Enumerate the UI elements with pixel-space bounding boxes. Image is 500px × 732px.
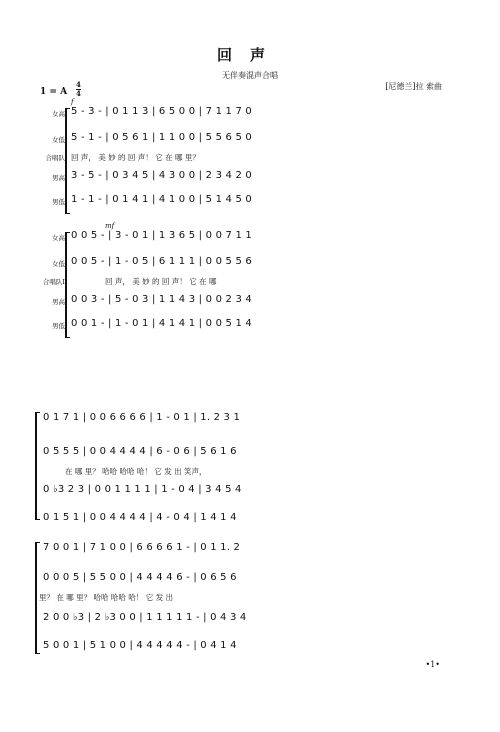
voice-row (35, 542, 465, 558)
lyrics-row (35, 150, 465, 166)
voice-row (35, 230, 465, 246)
voice-row (35, 294, 465, 310)
voice-label: 女低 (52, 136, 65, 144)
voice-row (35, 132, 465, 148)
notes-line: 5 - 1 - | 0 5 6 1 | 1 1 0 0 | 5 5 6 5 0 (71, 132, 252, 143)
voice-label: 合唱队 (45, 154, 65, 162)
lyrics-row (35, 590, 465, 606)
voice-row (35, 194, 465, 210)
time-signature (76, 81, 81, 98)
voice-label: 女高 (52, 234, 65, 242)
lyrics-line: 回 声， 美 妙 的 回 声！ 它 在 哪 里？ (71, 153, 200, 162)
dynamic-mark: mf (105, 222, 115, 230)
voice-label: 男低 (52, 322, 65, 330)
notes-line: 0 0 1 - | 1 - 0 1 | 4 1 4 1 | 0 0 5 1 4 (71, 318, 252, 329)
notes-line: 0 1 7 1 | 0 0 6 6 6 6 | 1 - 0 1 | 1. 2 3 1 (43, 412, 241, 423)
voice-label: 女低 (52, 260, 65, 268)
voice-row (35, 572, 465, 588)
system-3 (35, 410, 465, 523)
voice-row (35, 612, 465, 628)
dynamic-mark: f (71, 98, 74, 106)
voice-row (35, 256, 465, 272)
notes-line: 0 0 5 - | 3 - 0 1 | 1 3 6 5 | 0 0 7 1 1 (71, 230, 252, 241)
voice-row (35, 446, 465, 462)
voice-label: 女高 (52, 110, 65, 118)
voice-label: 合唱队I (42, 278, 65, 286)
subtitle: 无伴奏混声合唱 (222, 71, 278, 80)
notes-line: 5 - 3 - | 0 1 1 3 | 6 5 0 0 | 7 1 1 7 0 (71, 106, 252, 117)
notes-line: 0 ♭3 2 3 | 0 0 1 1 1 1 | 1 - 0 4 | 3 4 5 4 (43, 484, 242, 495)
page-number: •1• (425, 660, 440, 669)
lyrics-line: 里？ 在 哪 里？ 哈哈 哈哈 哈！ 它 发 出 (39, 593, 173, 602)
voice-label: 男高 (52, 298, 65, 306)
system-4 (35, 540, 465, 655)
time-bottom: 4 (76, 89, 81, 98)
voice-row (35, 412, 465, 428)
lyrics-line: 回 声， 美 妙 的 回 声！ 它 在 哪 (105, 277, 217, 286)
notes-line: 0 0 0 5 | 5 5 0 0 | 4 4 4 4 6 - | 0 6 5 6 (43, 572, 237, 583)
system-2 (35, 222, 465, 338)
notes-line: 3 - 5 - | 0 3 4 5 | 4 3 0 0 | 2 3 4 2 0 (71, 170, 252, 181)
voice-row (35, 512, 465, 528)
notes-line: 0 0 3 - | 5 - 0 3 | 1 1 4 3 | 0 0 2 3 4 (71, 294, 252, 305)
notes-line: 0 1 5 1 | 0 0 4 4 4 4 | 4 - 0 4 | 1 4 1 4 (43, 512, 237, 523)
page-title: 回声 (216, 46, 283, 64)
composer-credit: [尼德兰]拉 索曲 (385, 82, 442, 91)
voice-label: 男高 (52, 174, 65, 182)
voice-label: 男低 (52, 198, 65, 206)
notes-line: 0 5 5 5 | 0 0 4 4 4 4 | 6 - 0 6 | 5 6 1 6 (43, 446, 237, 457)
notes-line: 0 0 5 - | 1 - 0 5 | 6 1 1 1 | 0 0 5 5 6 (71, 256, 252, 267)
voice-row (35, 484, 465, 500)
lyrics-line: 在 哪 里？ 哈哈 哈哈 哈！ 它 发 出 笑声， (65, 467, 207, 476)
voice-row (35, 106, 465, 122)
time-top: 4 (76, 80, 81, 89)
lyrics-row (35, 464, 465, 480)
voice-row (35, 170, 465, 186)
voice-row (35, 640, 465, 656)
key-signature: 1 = A (40, 87, 68, 97)
voice-row (35, 318, 465, 334)
notes-line: 5 0 0 1 | 5 1 0 0 | 4 4 4 4 4 - | 0 4 1 4 (43, 640, 237, 651)
notes-line: 1 - 1 - | 0 1 4 1 | 4 1 0 0 | 5 1 4 5 0 (71, 194, 252, 205)
lyrics-row (35, 274, 465, 290)
notes-line: 7 0 0 1 | 7 1 0 0 | 6 6 6 6 1 - | 0 1 1. 2 (43, 542, 241, 553)
notes-line: 2 0 0 ♭3 | 2 ♭3 0 0 | 1 1 1 1 1 - | 0 4 3 4 (43, 612, 247, 623)
system-1 (35, 98, 465, 214)
